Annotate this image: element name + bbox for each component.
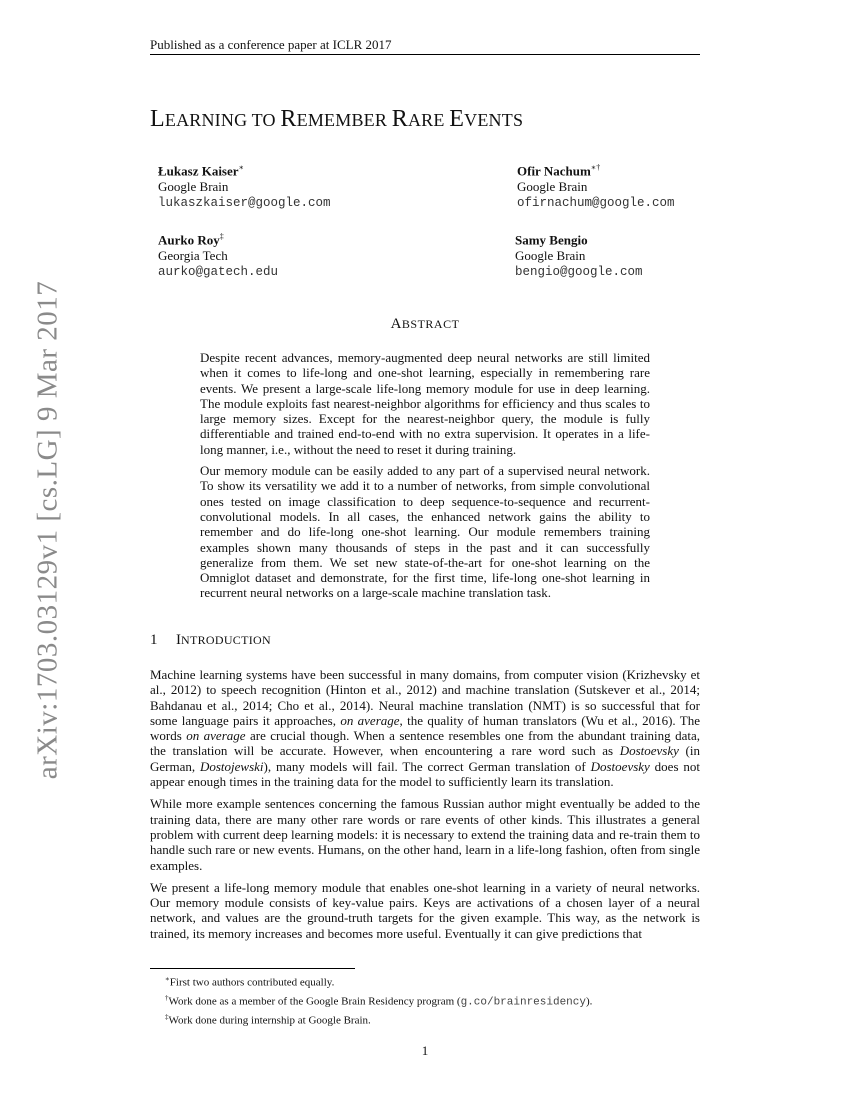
body-paragraph: We present a life-long memory module that enables one-shot learning in a variety of neural networks. Our memory module consists of key-value pairs. Keys are activations of a chosen layer of a neural network, and values are the ground-truth targets for the given example. This way, as the network is trained, its memory increases and becomes more useful. Eventually it can give predictions that [150,879,700,941]
abstract-heading: ABSTRACT [390,316,460,332]
footnotes [165,972,592,1029]
author-affiliation: Google Brain [517,179,588,195]
abstract-body [200,350,650,607]
header-rule [150,54,700,55]
body-paragraph: While more example sentences concerning the famous Russian author might eventually be added to the training data, there are many other rare words or rare events of other kinds. This illustrates a general problem with current deep learning models: it is necessary to extend the training data and re-train them to handle such rare or new events. Humans, on the other hand, learn in a life-long fashion, often from single examples. [150,796,700,873]
author-email: ofirnachum@google.com [517,196,675,211]
body-paragraph: Machine learning systems have been successful in many domains, from computer vision (Krizhevsky et al., 2012) to speech recognition (Hinton et al., 2012) and machine translation (Sutskever et al., 2014; Bahdanau et al., 2014; Cho et al., 2014). Neural machine translation (NMT) is so successful that for some language pairs it approaches, on average, the quality of human translators (Wu et al., 2016). The words on average are crucial though. When a sentence resembles one from the abundant training data, the translation will be accurate. However, when encountering a rare word such as Dostoevsky (in German, Dostojewski), many models will fail. The correct German translation of Dostoevsky does not appear enough times in the training data for the model to sufficiently learn its translation. [150,667,701,790]
author-email: lukaszkaiser@google.com [158,196,331,211]
author-mark: ‡ [219,232,224,241]
author-block [517,160,675,211]
page-number: 1 [421,1043,429,1058]
running-header: Published as a conference paper at ICLR 2017 [150,37,392,52]
author-affiliation: Google Brain [515,248,586,264]
footnote-rule [150,968,355,969]
abstract-paragraph: Our memory module can be easily added to any part of a supervised neural network. To show its versatility we add it to a number of networks, from simple convolutional ones tested on image classification to deep sequence-to-sequence and recurrent-convolutional models. In all cases, the enhanced network gains the ability to remember and do life-long one-shot learning. Our module remembers training examples shown many thousands of steps in the past and it can successfully generalize from them. We set new state-of-the-art for one-shot learning on the Omniglot dataset and demonstrate, for the first time, life-long one-shot learning in recurrent neural networks on a large-scale machine translation task. [200,463,650,601]
author-name: Aurko Roy [158,232,220,248]
author-mark: ∗ [238,163,244,172]
author-mark: ∗† [590,163,601,172]
paper-title: LEARNING TO REMEMBER RARE EVENTS [150,106,524,132]
abstract-paragraph: Despite recent advances, memory-augmented deep neural networks are still limited when it comes to life-long and one-shot learning, especially in remembering rare events. We present a large-scale life-long memory module for use in deep learning. The module exploits fast nearest-neighbor algorithms for efficiency and thus scales to large memory sizes. Except for the nearest-neighbor query, the module is fully differentiable and trained end-to-end with no extra supervision. It operates in a life-long manner, i.e., without the need to reset it during training. [200,350,650,457]
author-name: Samy Bengio [515,232,588,248]
author-email: bengio@google.com [515,265,643,280]
footnote: †Work done as a member of the Google Brain Residency program (g.co/brainresidency). [165,993,593,1009]
residency-link[interactable]: g.co/brainresidency [460,996,586,1009]
arxiv-identifier: arXiv:1703.03129v1 [cs.LG] 9 Mar 2017 [31,280,64,780]
author-block [158,229,278,280]
author-block [158,160,331,211]
author-affiliation: Google Brain [158,179,229,195]
footnote: ‡Work done during internship at Google Brain. [165,1013,371,1027]
author-affiliation: Georgia Tech [158,248,228,264]
section-heading: 1 INTRODUCTION [150,632,271,648]
author-email: aurko@gatech.edu [158,265,279,280]
footnote: ∗First two authors contributed equally. [165,975,335,989]
author-name: Łukasz Kaiser [158,163,239,179]
author-block [515,229,643,280]
author-name: Ofir Nachum [517,163,591,179]
section-body [150,667,700,948]
